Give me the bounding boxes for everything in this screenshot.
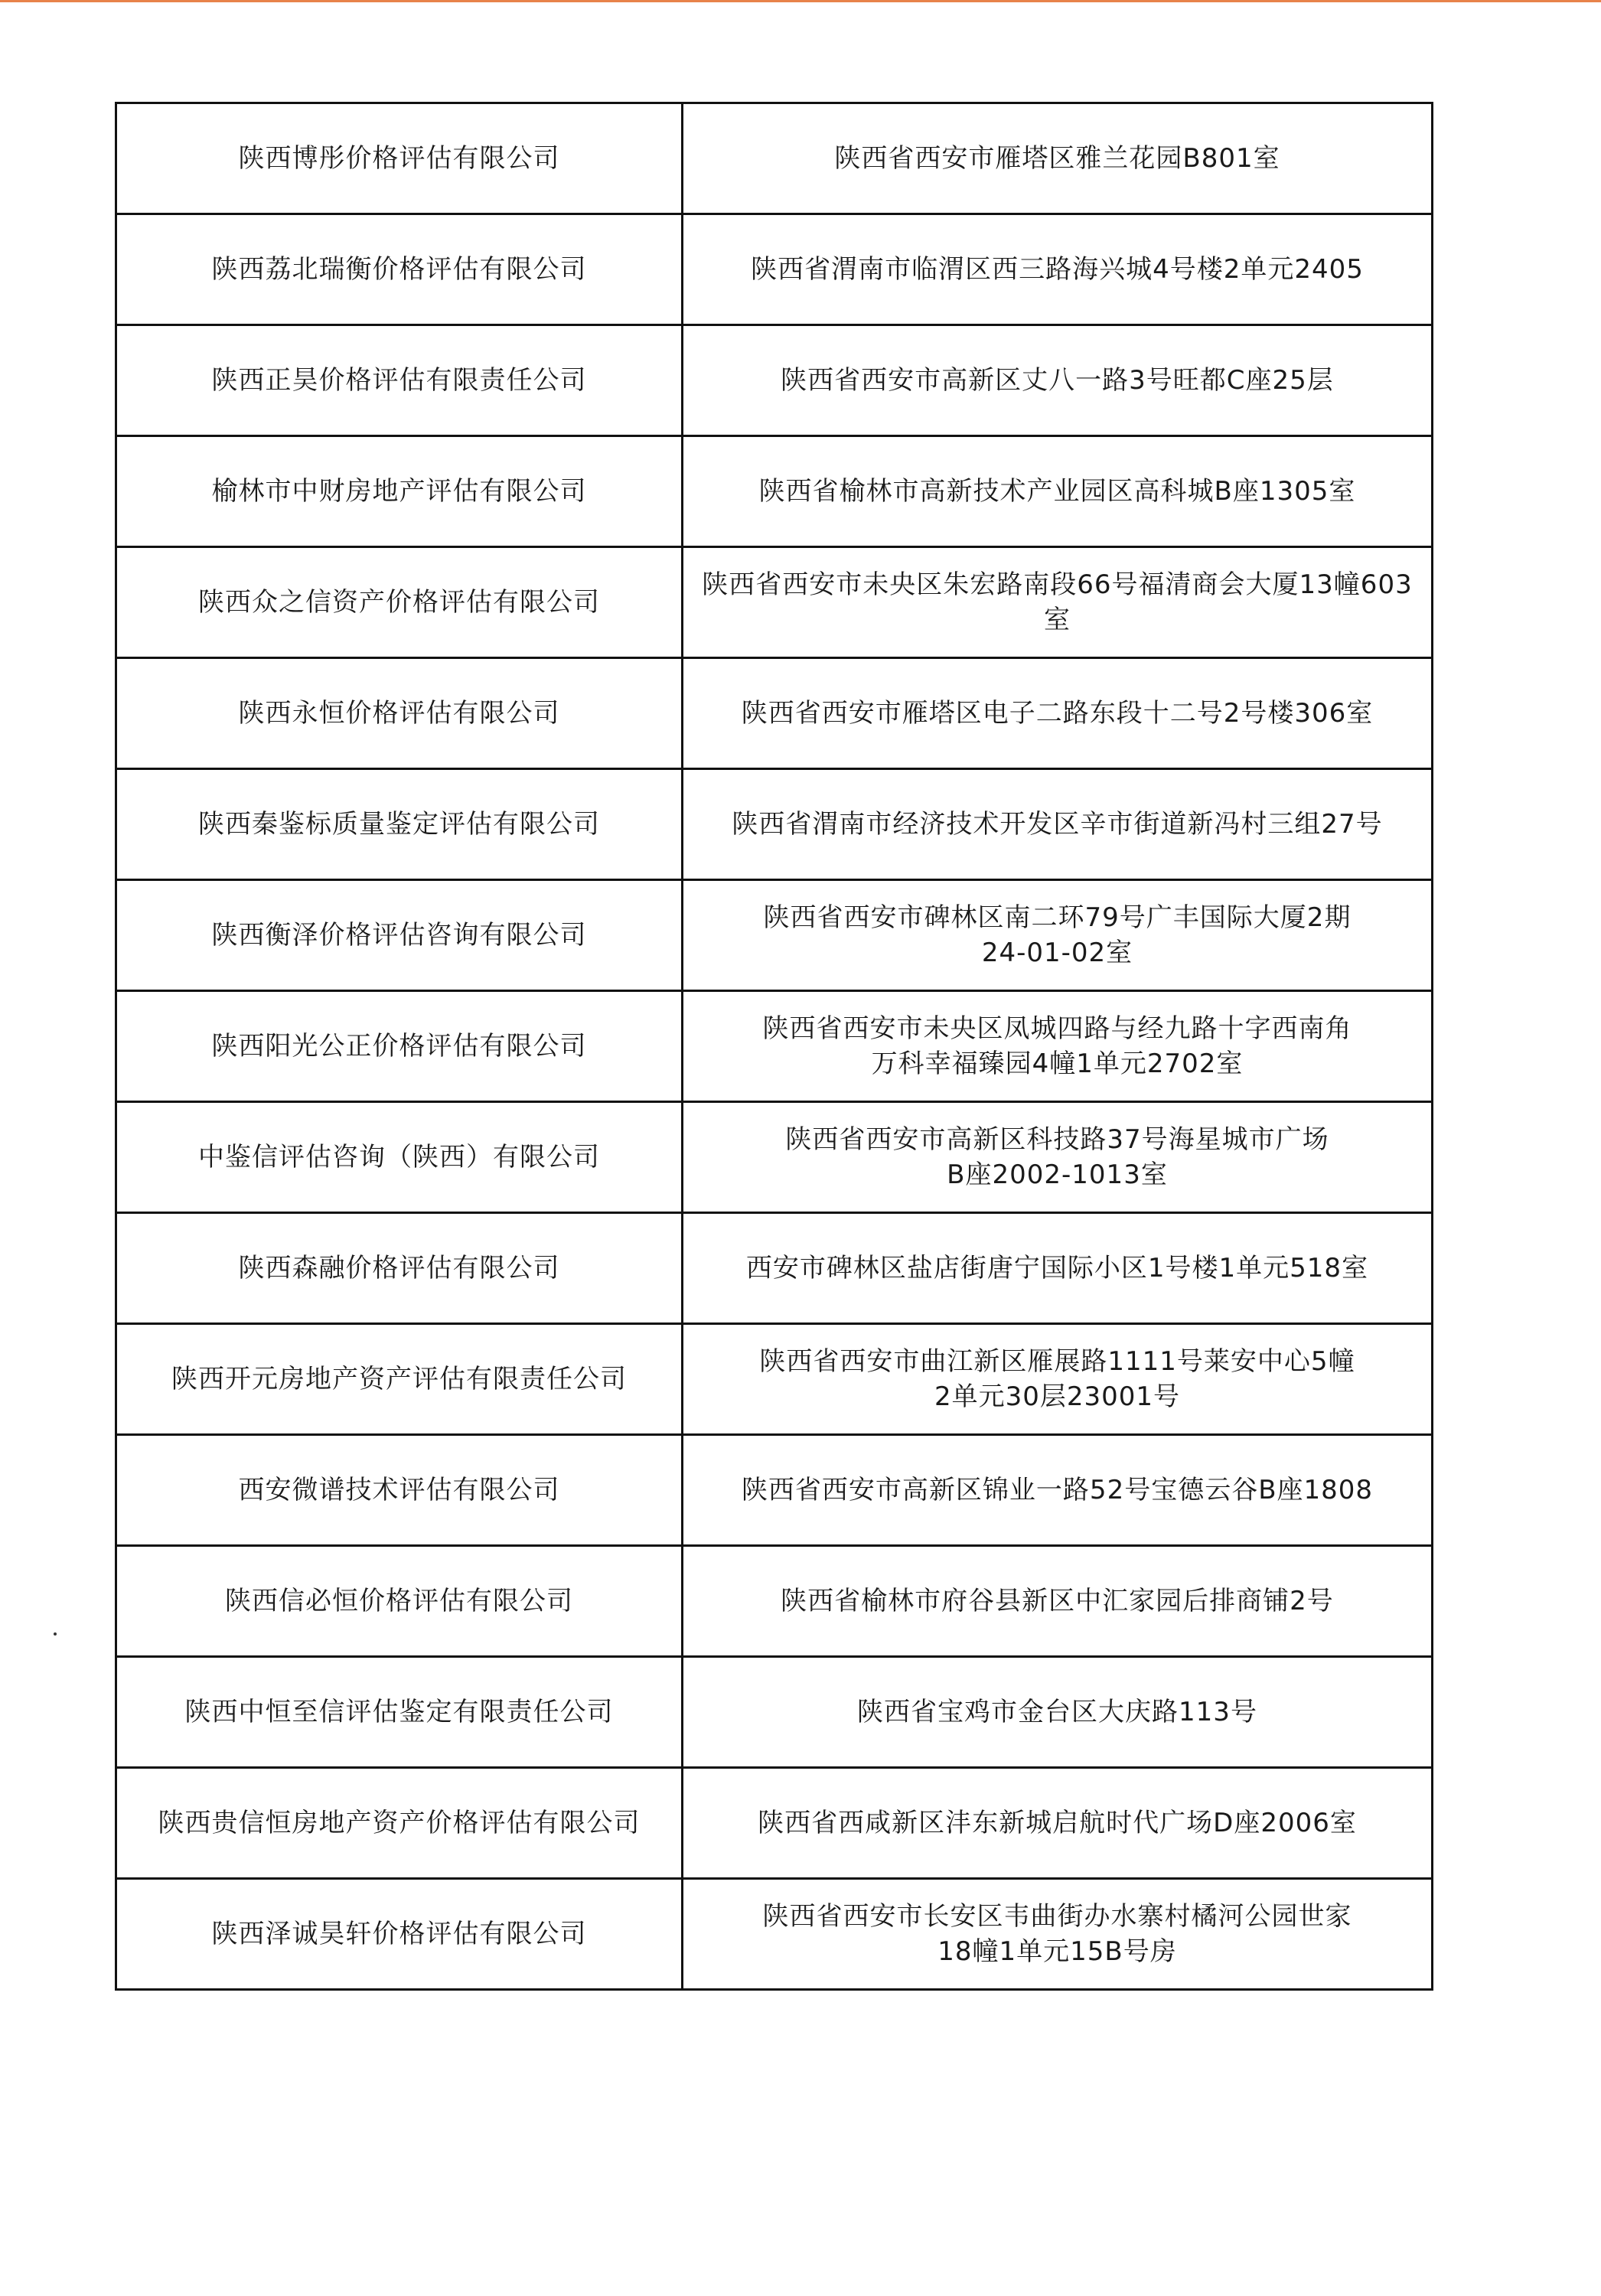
company-name: 陕西森融价格评估有限公司: [116, 1213, 683, 1324]
company-address: [683, 769, 1433, 880]
company-address: [683, 436, 1433, 547]
table-row: [116, 1435, 1433, 1546]
company-name: 陕西泽诚昊轩价格评估有限公司: [116, 1879, 683, 1990]
company-name: 陕西众之信资产价格评估有限公司: [116, 547, 683, 658]
company-name: 陕西正昊价格评估有限责任公司: [116, 325, 683, 436]
company-address: [683, 325, 1433, 436]
page-top-edge-line: [0, 0, 1601, 2]
company-address: [683, 1657, 1433, 1768]
address-line: 陕西省榆林市高新技术产业园区高科城B座1305室: [758, 476, 1356, 507]
table-row: [116, 1213, 1433, 1324]
address-line: 陕西省西安市长安区韦曲街办水寨村橘河公园世家: [762, 1901, 1352, 1932]
address-line: 陕西省西安市碑林区南二环79号广丰国际大厦2期: [763, 902, 1352, 933]
address-line: B座2002-1013室: [947, 1159, 1168, 1190]
company-address: [683, 103, 1433, 214]
company-address: [683, 1102, 1433, 1213]
address-line: 陕西省西安市雁塔区电子二路东段十二号2号楼306室: [741, 698, 1374, 729]
table-row: [116, 214, 1433, 325]
company-address: [683, 1435, 1433, 1546]
address-line: 陕西省西安市高新区丈八一路3号旺都C座25层: [781, 365, 1334, 396]
address-line: 陕西省渭南市临渭区西三路海兴城4号楼2单元2405: [751, 254, 1364, 285]
company-name: 陕西贵信恒房地产资产价格评估有限公司: [116, 1768, 683, 1879]
company-name: 西安微谱技术评估有限公司: [116, 1435, 683, 1546]
company-address: [683, 1324, 1433, 1435]
scan-speck: [54, 1632, 57, 1636]
company-name: 陕西荔北瑞衡价格评估有限公司: [116, 214, 683, 325]
company-address: [683, 658, 1433, 769]
address-line: 陕西省西安市高新区科技路37号海星城市广场: [785, 1124, 1329, 1155]
company-address: [683, 1213, 1433, 1324]
company-name: 陕西博彤价格评估有限公司: [116, 103, 683, 214]
company-name: 陕西信必恒价格评估有限公司: [116, 1546, 683, 1657]
institution-table: [115, 102, 1433, 1991]
company-address: [683, 1879, 1433, 1990]
address-line: 陕西省西安市雁塔区雅兰花园B801室: [834, 143, 1280, 174]
company-name: 陕西永恒价格评估有限公司: [116, 658, 683, 769]
address-line: 2单元30层23001号: [934, 1381, 1181, 1412]
table-row: [116, 1657, 1433, 1768]
company-name: 陕西阳光公正价格评估有限公司: [116, 991, 683, 1102]
company-address: [683, 547, 1433, 658]
address-line: 24-01-02室: [981, 938, 1133, 968]
company-address: [683, 991, 1433, 1102]
address-line: 陕西省西安市未央区朱宏路南段66号福清商会大厦13幢603室: [702, 569, 1413, 635]
address-line: 西安市碑林区盐店街唐宁国际小区1号楼1单元518室: [745, 1253, 1369, 1283]
company-address: [683, 1546, 1433, 1657]
address-line: 陕西省西咸新区沣东新城启航时代广场D座2006室: [758, 1808, 1357, 1838]
table-row: [116, 991, 1433, 1102]
table-row: [116, 1879, 1433, 1990]
company-address: [683, 214, 1433, 325]
company-name: 中鉴信评估咨询（陕西）有限公司: [116, 1102, 683, 1213]
table-row: [116, 769, 1433, 880]
company-name: 陕西中恒至信评估鉴定有限责任公司: [116, 1657, 683, 1768]
address-line: 陕西省西安市曲江新区雁展路1111号莱安中心5幢: [759, 1346, 1355, 1377]
table-row: [116, 1546, 1433, 1657]
address-line: 陕西省宝鸡市金台区大庆路113号: [857, 1697, 1257, 1727]
address-line: 万科幸福臻园4幢1单元2702室: [871, 1049, 1244, 1079]
company-name: 陕西衡泽价格评估咨询有限公司: [116, 880, 683, 991]
company-name: 榆林市中财房地产评估有限公司: [116, 436, 683, 547]
address-line: 18幢1单元15B号房: [937, 1936, 1177, 1967]
table-row: [116, 103, 1433, 214]
table-row: [116, 325, 1433, 436]
address-line: 陕西省榆林市府谷县新区中汇家园后排商铺2号: [781, 1586, 1334, 1616]
table-row: [116, 1324, 1433, 1435]
company-name: 陕西开元房地产资产评估有限责任公司: [116, 1324, 683, 1435]
address-line: 陕西省西安市高新区锦业一路52号宝德云谷B座1808: [741, 1475, 1374, 1505]
table-row: [116, 436, 1433, 547]
company-address: [683, 1768, 1433, 1879]
address-line: 陕西省渭南市经济技术开发区辛市街道新冯村三组27号: [732, 809, 1383, 840]
table-row: [116, 1768, 1433, 1879]
table-row: [116, 1102, 1433, 1213]
table-row: [116, 547, 1433, 658]
address-line: 陕西省西安市未央区凤城四路与经九路十字西南角: [762, 1013, 1352, 1044]
company-name: 陕西秦鉴标质量鉴定评估有限公司: [116, 769, 683, 880]
table-row: [116, 880, 1433, 991]
table-row: [116, 658, 1433, 769]
company-address: [683, 880, 1433, 991]
